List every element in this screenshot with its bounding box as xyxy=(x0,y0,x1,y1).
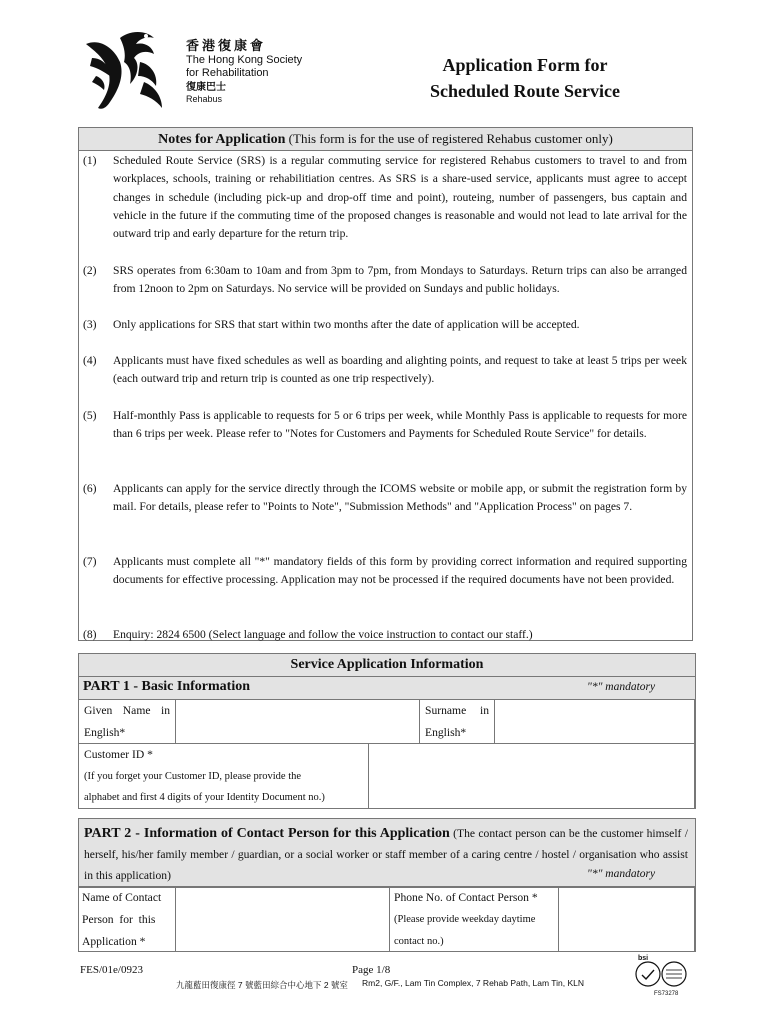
given-name-label-cell: Given Name in English* xyxy=(78,699,176,744)
mandatory-note: "*" mandatory xyxy=(587,681,656,693)
part1-heading xyxy=(79,677,695,700)
rehabus-logo-icon xyxy=(80,28,172,114)
surname-label-cell: Surname in English* xyxy=(419,699,495,744)
contact-name-input[interactable] xyxy=(175,886,390,952)
organisation-name xyxy=(186,38,302,105)
address-chinese: 九龍藍田復康徑 7 號藍田綜合中心地下 2 號室 xyxy=(176,980,348,990)
part1-title: PART 1 - Basic Information xyxy=(83,679,250,694)
org-name-chinese: 香港復康會 xyxy=(186,38,267,53)
service-application-section xyxy=(78,653,696,809)
page-number: Page 1/8 xyxy=(352,964,391,976)
notes-heading-note: (This form is for the use of registered Rehabus customer only) xyxy=(288,131,613,146)
part2-description: (The contact person can be the customer himself / herself, his/her family member / guardian, or a social worker or staff member of a caring centre / hostel / organisation who assist in this application) xyxy=(84,827,688,882)
address-english: Rm2, G/F., Lam Tin Complex, 7 Rehab Path, Lam Tin, KLN xyxy=(362,978,585,988)
form-title xyxy=(400,52,650,104)
part2-section xyxy=(78,818,696,952)
note-item: (3) Only applications for SRS that start within two months after the date of application will be accepted. xyxy=(83,318,580,331)
mandatory-note: "*" mandatory xyxy=(587,868,656,880)
org-name-english-line1: The Hong Kong Society xyxy=(186,53,303,66)
customer-id-input[interactable] xyxy=(368,743,695,809)
note-item: (6) Applicants can apply for the service directly through the ICOMS website or mobile app, or submit the registration form by mail. For details, please refer to "Points to Note", "Submission Methods" and "Application Process" on pages 7. xyxy=(83,482,687,514)
part2-title: PART 2 - Information of Contact Person for this Application xyxy=(84,826,450,841)
note-item: (4) Applicants must have fixed schedules as well as boarding and alighting points, and request to take at least 5 trips per week (each outward trip and return trip is counted as one trip respectively). xyxy=(83,354,687,386)
form-title-line1: Application Form for xyxy=(442,55,608,75)
note-item: (7) Applicants must complete all "*" mandatory fields of this form by providing correct information and required supporting documents for effective processing. Application may not be processed if the required documents have not been provided. xyxy=(83,555,687,587)
rehabus-chinese: 復康巴士 xyxy=(186,81,226,93)
notes-heading xyxy=(79,128,692,151)
note-item: (5) Half-monthly Pass is applicable to requests for 5 or 6 trips per week, while Monthly Pass is applicable to requests for more than 6 trips per week. Please refer to "Notes for Customers and Payments for Scheduled Route Service" for details. xyxy=(83,409,687,441)
note-item: (8) Enquiry: 2824 6500 (Select language and follow the voice instruction to contact our staff.) xyxy=(83,628,533,641)
customer-id-note: alphabet and first 4 digits of your Identity Document no.) xyxy=(84,792,325,803)
note-item: (2) SRS operates from 6:30am to 10am and from 3pm to 7pm, from Mondays to Saturdays. Return trips can also be arranged from 12noon to 2pm on Saturdays. No service will be provided on Sundays and public holidays. xyxy=(83,264,687,296)
contact-phone-input[interactable] xyxy=(558,886,695,952)
customer-id-label-cell xyxy=(78,743,369,809)
given-name-input[interactable] xyxy=(175,699,420,744)
contact-phone-label-cell: Phone No. of Contact Person * (Please provide weekday daytime contact no.) xyxy=(389,886,559,952)
bsi-label: bsi xyxy=(638,955,649,962)
service-application-title: Service Application Information xyxy=(79,654,695,677)
contact-name-label-cell: Name of Contact Person for this Application * xyxy=(78,886,176,952)
customer-id-label: Customer ID * xyxy=(84,748,153,761)
part2-heading xyxy=(79,819,695,888)
org-name-english-line2: for Rehabilitation xyxy=(186,66,269,79)
surname-input[interactable] xyxy=(494,699,695,744)
customer-id-note: (If you forget your Customer ID, please provide the xyxy=(84,771,302,782)
form-code: FES/01e/0923 xyxy=(80,964,143,976)
notes-heading-title: Notes for Application xyxy=(158,132,286,147)
bsi-certification-icon xyxy=(632,958,690,990)
form-title-line2: Scheduled Route Service xyxy=(430,81,620,101)
certificate-number: FS73278 xyxy=(654,991,679,997)
note-item: (1) Scheduled Route Service (SRS) is a regular commuting service for registered Rehabus customers to travel to and from workplaces, schools, training or rehabilitiation centres. As SRS is a share-used service, applicants must agree to accept changes in schedule (including pick-up and drop-off time and point), routeing, number of passengers, bus captain and vehicle in the future if the commuting time of the proposed changes is reasonable and would not lead to late arrival for the outward trip and early departure for the return trip. xyxy=(83,154,687,241)
rehabus-english: Rehabus xyxy=(186,93,223,104)
notes-section xyxy=(78,127,693,641)
